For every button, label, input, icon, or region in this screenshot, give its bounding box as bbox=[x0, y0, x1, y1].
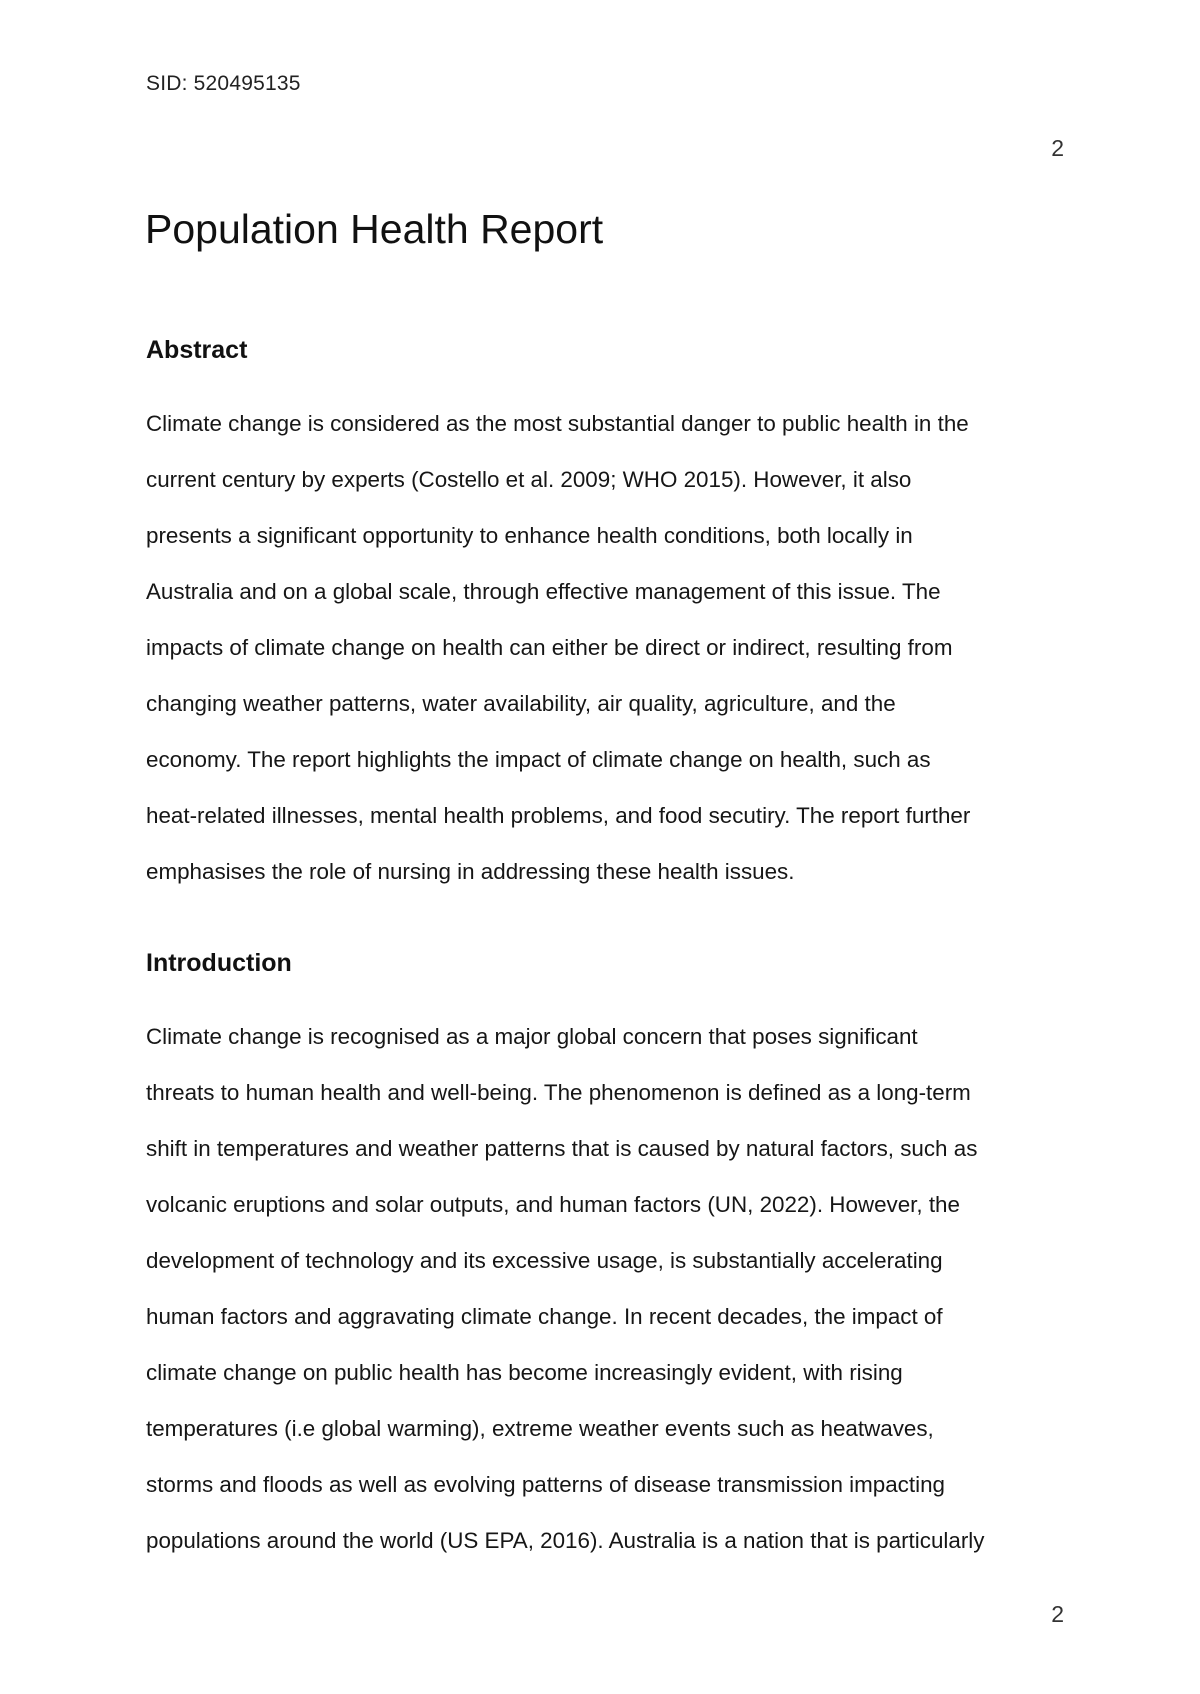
introduction-line: human factors and aggravating climate change. In recent decades, the impact of bbox=[146, 1304, 943, 1329]
abstract-line: presents a significant opportunity to enhance health conditions, both locally in bbox=[146, 523, 913, 548]
introduction-line: development of technology and its excessive usage, is substantially accelerating bbox=[146, 1248, 943, 1273]
abstract-line: changing weather patterns, water availability, air quality, agriculture, and the bbox=[146, 691, 896, 716]
abstract-line: current century by experts (Costello et al. 2009; WHO 2015). However, it also bbox=[146, 467, 912, 492]
student-id-header: SID: 520495135 bbox=[146, 72, 301, 95]
introduction-line: Climate change is recognised as a major global concern that poses significant bbox=[146, 1024, 918, 1049]
introduction-line: climate change on public health has become increasingly evident, with rising bbox=[146, 1360, 903, 1385]
introduction-line: storms and floods as well as evolving patterns of disease transmission impacting bbox=[146, 1472, 945, 1497]
abstract-line: emphasises the role of nursing in addressing these health issues. bbox=[146, 859, 795, 884]
abstract-line: Australia and on a global scale, through effective management of this issue. The bbox=[146, 579, 941, 604]
abstract-line: heat-related illnesses, mental health problems, and food secutiry. The report further bbox=[146, 803, 971, 828]
abstract-heading: Abstract bbox=[146, 336, 248, 364]
document-title: Population Health Report bbox=[145, 206, 604, 252]
abstract-line: Climate change is considered as the most substantial danger to public health in the bbox=[146, 411, 969, 436]
introduction-line: threats to human health and well-being. The phenomenon is defined as a long-term bbox=[146, 1080, 971, 1105]
introduction-line: volcanic eruptions and solar outputs, and human factors (UN, 2022). However, the bbox=[146, 1192, 960, 1217]
introduction-line: populations around the world (US EPA, 2016). Australia is a nation that is particularly bbox=[146, 1528, 985, 1553]
abstract-line: economy. The report highlights the impact of climate change on health, such as bbox=[146, 747, 931, 772]
introduction-line: temperatures (i.e global warming), extreme weather events such as heatwaves, bbox=[146, 1416, 934, 1441]
introduction-heading: Introduction bbox=[146, 949, 292, 977]
introduction-line: shift in temperatures and weather patterns that is caused by natural factors, such as bbox=[146, 1136, 978, 1161]
abstract-paragraph bbox=[146, 404, 1066, 908]
introduction-paragraph bbox=[146, 1017, 1066, 1577]
abstract-line: impacts of climate change on health can either be direct or indirect, resulting from bbox=[146, 635, 953, 660]
page-number-bottom: 2 bbox=[1051, 1601, 1064, 1627]
page-number-top: 2 bbox=[1051, 135, 1064, 161]
